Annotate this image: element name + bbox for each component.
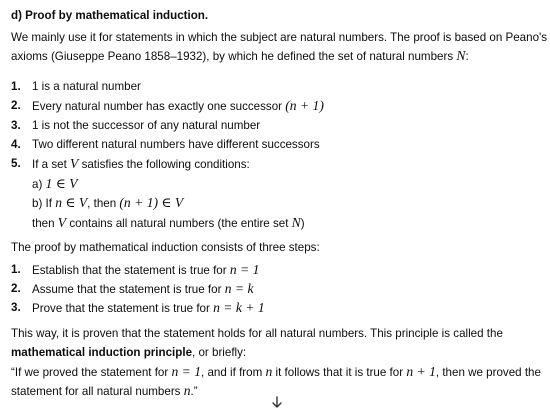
step-math: n = k <box>224 281 254 296</box>
condition-a <box>32 176 78 193</box>
step-text <box>32 281 254 298</box>
axiom-number: 4. <box>11 138 21 151</box>
step-number: 2. <box>11 282 21 295</box>
axiom-text: 1 is a natural number <box>32 80 141 93</box>
axiom-number: 5. <box>11 157 21 170</box>
axiom-text <box>32 156 250 173</box>
condition-b-math-1: n ∈ V <box>55 195 88 210</box>
quote-part: , then we proved the <box>435 366 541 379</box>
axiom-number: 2. <box>11 99 21 112</box>
step-number: 3. <box>11 301 21 314</box>
step-math: n = 1 <box>229 262 260 277</box>
step-text <box>32 262 259 279</box>
intro-line-2 <box>11 48 469 65</box>
quote-line-1 <box>11 364 541 381</box>
intro-var-n: N <box>456 48 466 63</box>
condition-b-label: b) If <box>32 197 56 210</box>
condition-b <box>32 195 183 212</box>
step-text <box>32 300 265 317</box>
axiom-text-part: Every natural number has exactly one successor <box>32 100 286 113</box>
condition-b-mid: , then <box>87 197 120 210</box>
condition-then-var-2: N <box>291 215 301 230</box>
quote-part: statement for all natural numbers <box>11 385 184 398</box>
step-text-part: Prove that the statement is true for <box>32 302 214 315</box>
intro-line-2-end: : <box>465 50 469 63</box>
quote-math: n = 1 <box>171 364 202 379</box>
step-text-part: Establish that the statement is true for <box>32 264 230 277</box>
axiom-text: 1 is not the successor of any natural number <box>32 119 261 132</box>
section-heading: d) Proof by mathematical induction. <box>11 9 209 22</box>
condition-then-mid: contains all natural numbers (the entire set <box>66 217 292 230</box>
axiom-math: V <box>70 156 79 171</box>
axiom-text: Two different natural numbers have different successors <box>32 138 320 151</box>
condition-then-pre: then <box>32 217 58 230</box>
axiom-text-part: If a set <box>32 158 71 171</box>
step-number: 1. <box>11 263 21 276</box>
condition-then-var: V <box>57 215 67 230</box>
condition-a-label: a) <box>32 178 46 191</box>
principle-name: mathematical induction principle <box>11 346 193 359</box>
conclusion-line-2-end: , or briefly: <box>192 346 247 359</box>
axiom-text <box>32 98 324 115</box>
quote-part: , and if from <box>201 366 266 379</box>
arrow-down-icon <box>271 396 283 409</box>
condition-b-math-2: (n + 1) ∈ V <box>119 195 184 210</box>
steps-intro: The proof by mathematical induction consists of three steps: <box>11 241 320 254</box>
axiom-math: (n + 1) <box>285 98 324 113</box>
conclusion-line-2 <box>11 345 246 361</box>
quote-math: n + 1 <box>406 364 436 379</box>
conclusion-line-1: This way, it is proven that the statement holds for all natural numbers. This principle is called the <box>11 327 503 340</box>
step-text-part: Assume that the statement is true for <box>32 283 225 296</box>
condition-a-math: 1 ∈ V <box>45 176 78 191</box>
axiom-text-part: satisfies the following conditions: <box>78 158 250 171</box>
axiom-number: 3. <box>11 119 21 132</box>
quote-math: n <box>183 383 191 398</box>
step-math: n = k + 1 <box>213 300 265 315</box>
quote-part: “If we proved the statement for <box>11 366 172 379</box>
intro-line-2-text: axioms (Giuseppe Peano 1858–1932), by which he defined the set of natural numbers <box>11 50 457 63</box>
condition-then <box>32 215 305 232</box>
quote-part: .” <box>190 385 198 398</box>
scroll-down-button[interactable] <box>266 393 288 411</box>
quote-line-2 <box>11 383 198 400</box>
axiom-number: 1. <box>11 80 21 93</box>
quote-part: it follows that it is true for <box>272 366 407 379</box>
quote-math: n <box>265 364 273 379</box>
intro-line-1: We mainly use it for statements in which the subject are natural numbers. The proof is based on Peano's <box>11 31 548 44</box>
condition-then-post: ) <box>300 217 305 230</box>
